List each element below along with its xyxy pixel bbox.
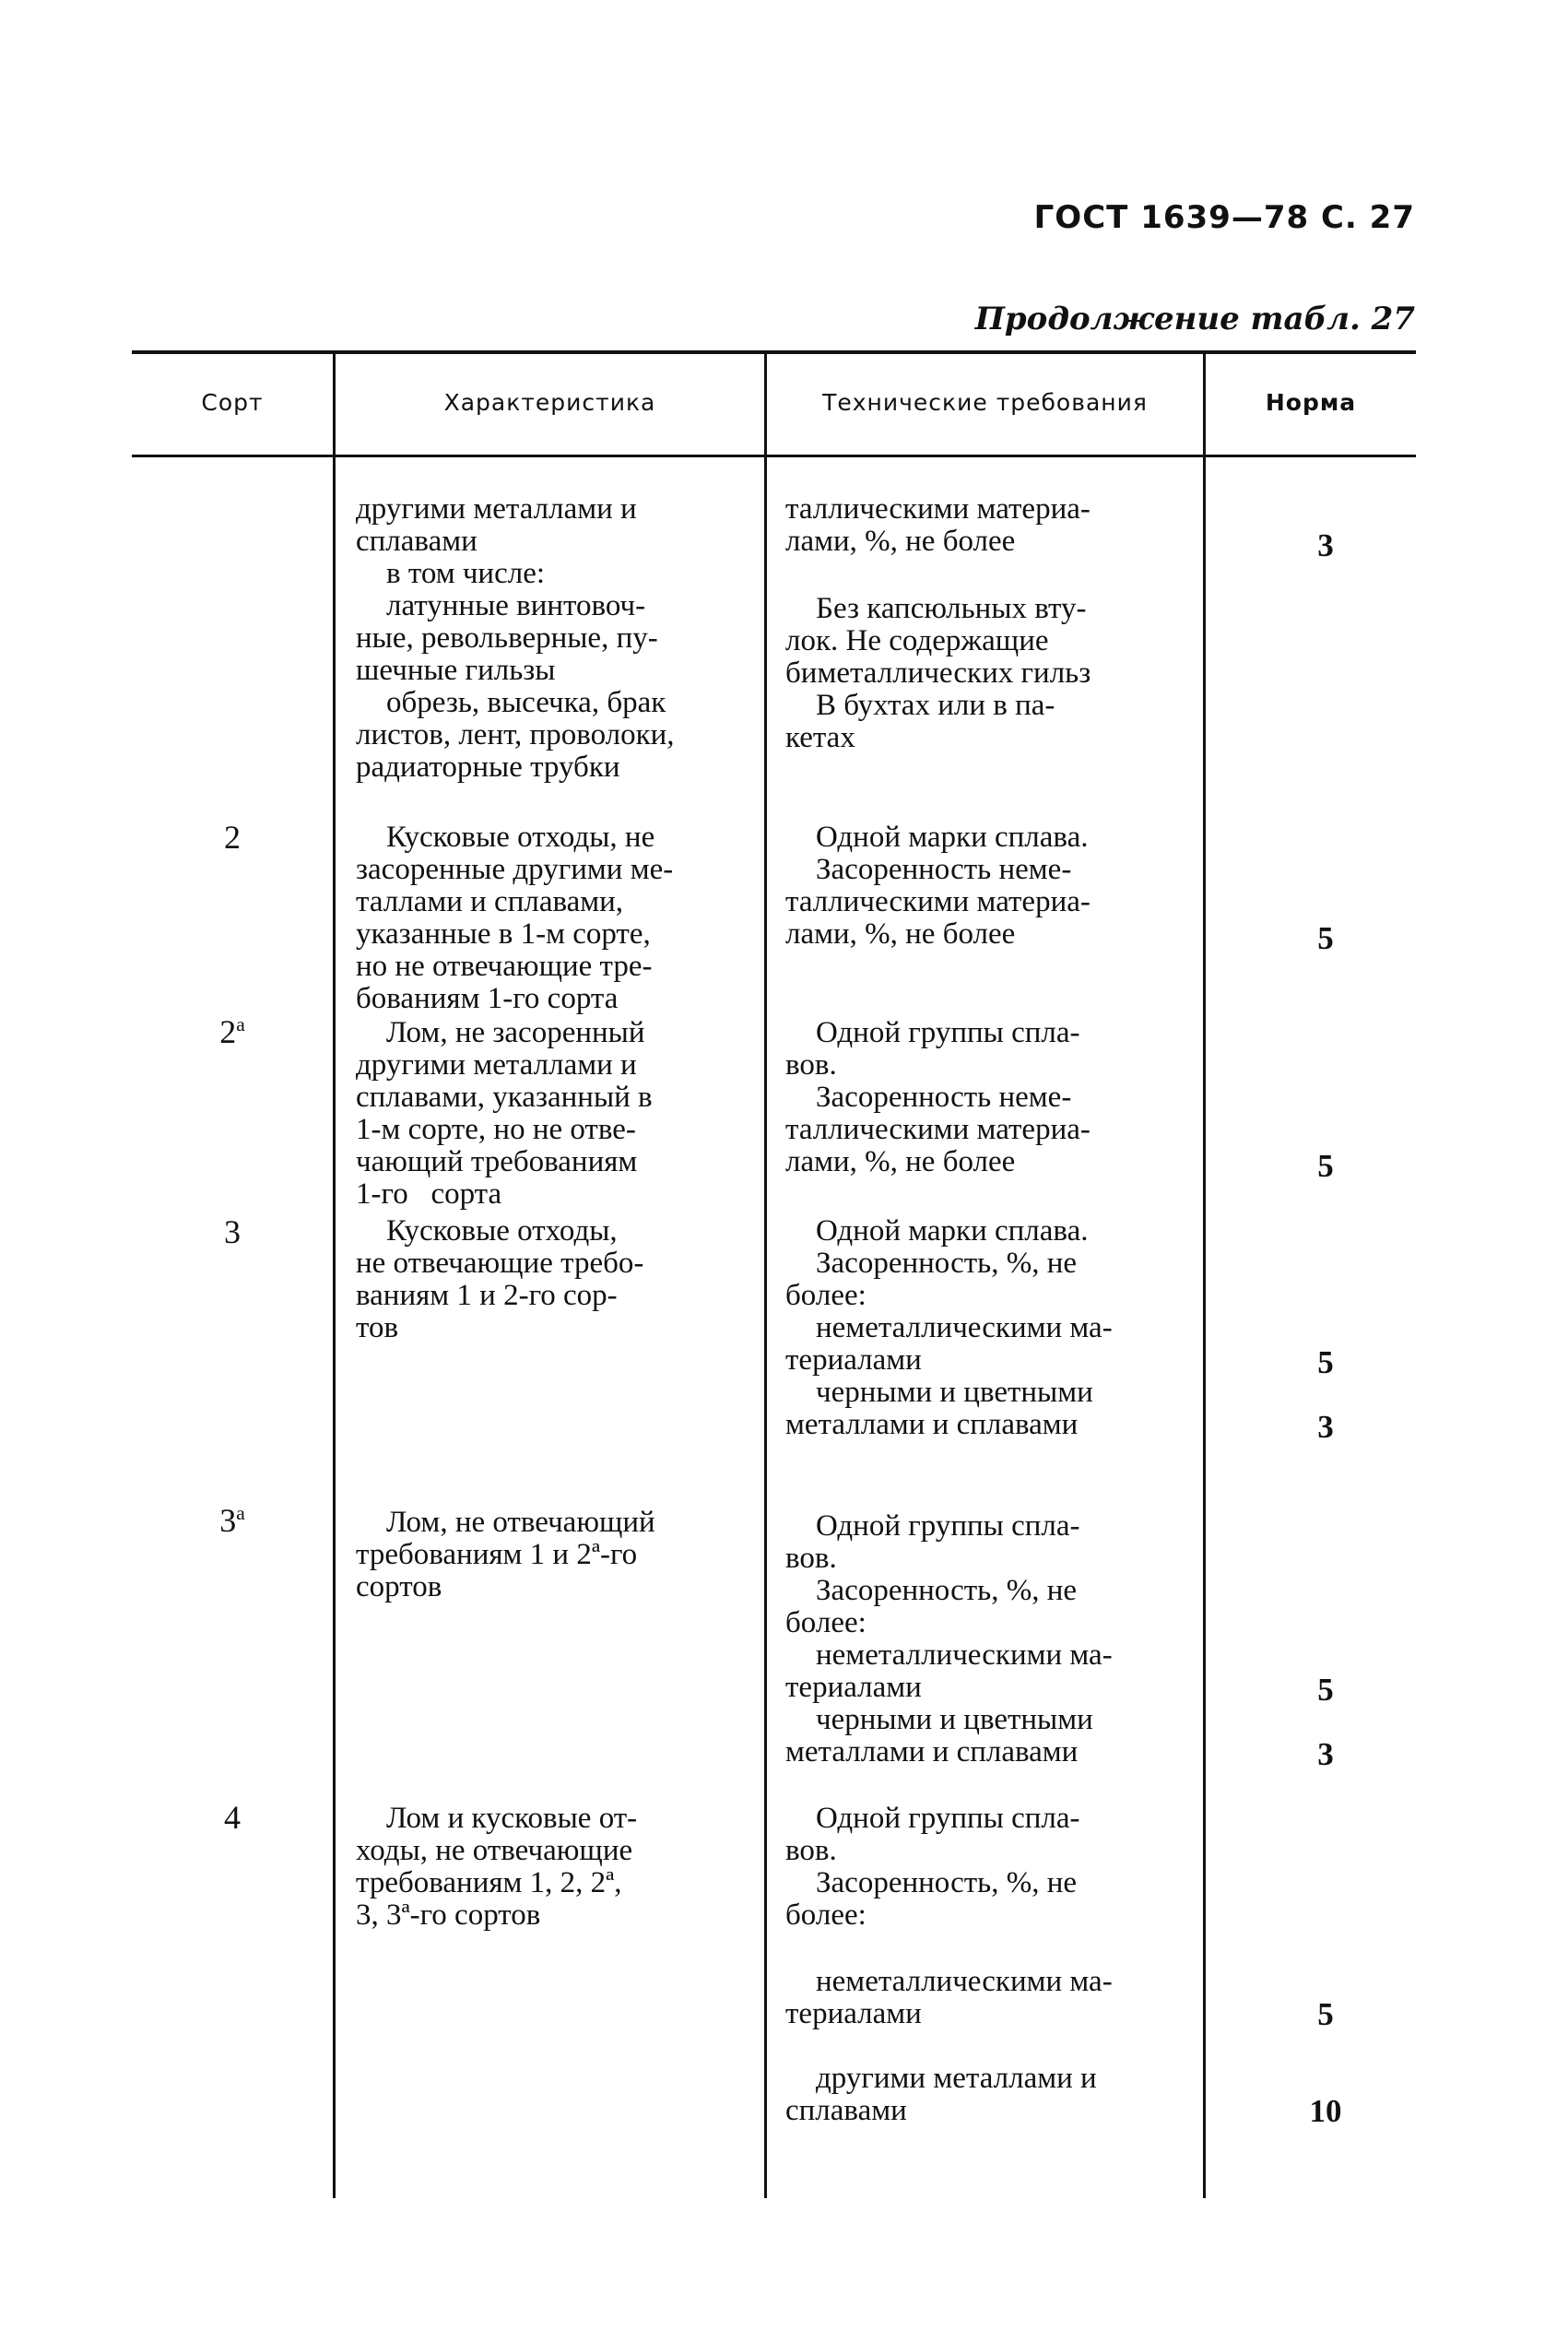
requirement-cell: другими металлами и сплавами [785, 2062, 1097, 2127]
characteristic-cell: Лом, не засоренный другими металлами и сплавами, указанный в 1-м сорте, но не отве- чающий требованиям 1-го сорта [356, 1016, 653, 1211]
table-top-rule [132, 350, 1416, 354]
norm-value: 5 [1317, 1148, 1334, 1184]
requirement-cell: Одной марки сплава. Засоренность немe- таллическими материа- лами, %, не более [785, 821, 1091, 951]
sort-number [195, 1012, 269, 1051]
requirement-cell: Одной группы спла- вов. Засоренность, %, не более: неметаллическими ма- териалами черными и цветными металлами и сплавами [785, 1509, 1113, 1768]
norm-value: 5 [1317, 1672, 1334, 1708]
column-divider-2 [764, 354, 767, 2198]
characteristic-cell: другими металлами и сплавами в том числе: латунные винтовоч- ные, револьверные, пу- шечные гильзы обрезь, высечка, брак листов, лент, проволоки, радиаторные трубки [356, 492, 675, 784]
column-header-characteristic: Характеристика [443, 389, 656, 416]
sort-number-digit: 3 [219, 1502, 237, 1539]
norm-value: 5 [1317, 1996, 1334, 2032]
column-header-requirements: Технические требования [822, 389, 1148, 416]
norm-value: 3 [1317, 1409, 1334, 1445]
column-header-sort: Сорт [201, 389, 264, 416]
norm-value: 10 [1309, 2093, 1342, 2129]
sort-superscript: а [236, 1502, 245, 1524]
characteristic-cell: Лом и кусковые от- ходы, не отвечающие требованиям 1, 2, 2ª, 3, 3ª-го сортов [356, 1802, 638, 1932]
table-continuation-caption: Продолжение табл. 27 [974, 301, 1415, 337]
requirement-cell: Одной группы спла- вов. Засоренность, %, не более: [785, 1802, 1080, 1932]
sort-number-digit: 2 [219, 1013, 237, 1050]
column-header-norm: Норма [1265, 389, 1357, 416]
characteristic-cell: Лом, не отвечающий требованиям 1 и 2ª-го сортов [356, 1506, 655, 1603]
sort-number: 3 [224, 1213, 241, 1250]
requirement-cell: таллическими материа- лами, %, не более [785, 492, 1091, 558]
norm-value: 3 [1317, 527, 1334, 563]
requirement-cell: Без капсюльных вту- лок. Не содержащие биметаллических гильз В бухтах или в па- кетах [785, 592, 1091, 754]
norm-value: 3 [1317, 1736, 1334, 1772]
sort-superscript: а [236, 1013, 245, 1035]
requirement-cell: Одной группы спла- вов. Засоренность немe- таллическими материа- лами, %, не более [785, 1016, 1091, 1178]
column-divider-3 [1203, 354, 1206, 2198]
requirement-cell: Одной марки сплава. Засоренность, %, не более: неметаллическими ма- териалами черными и цветными металлами и сплавами [785, 1214, 1113, 1441]
characteristic-cell: Кусковые отходы, не засоренные другими ме- таллами и сплавами, указанные в 1-м сорте, но не отвечающие тре- бованиям 1-го сорта [356, 821, 674, 1015]
page-identifier: ГОСТ 1639—78 С. 27 [1033, 199, 1415, 236]
table-header-rule [132, 455, 1416, 457]
sort-number: 4 [224, 1799, 241, 1836]
column-divider-1 [333, 354, 336, 2198]
requirement-cell: неметаллическими ма- териалами [785, 1965, 1113, 2030]
sort-number: 2 [224, 819, 241, 856]
sort-number [195, 1501, 269, 1540]
characteristic-cell: Кусковые отходы, не отвечающие требо- ваниям 1 и 2-го сор- тов [356, 1214, 644, 1344]
norm-value: 5 [1317, 920, 1334, 956]
norm-value: 5 [1317, 1344, 1334, 1380]
